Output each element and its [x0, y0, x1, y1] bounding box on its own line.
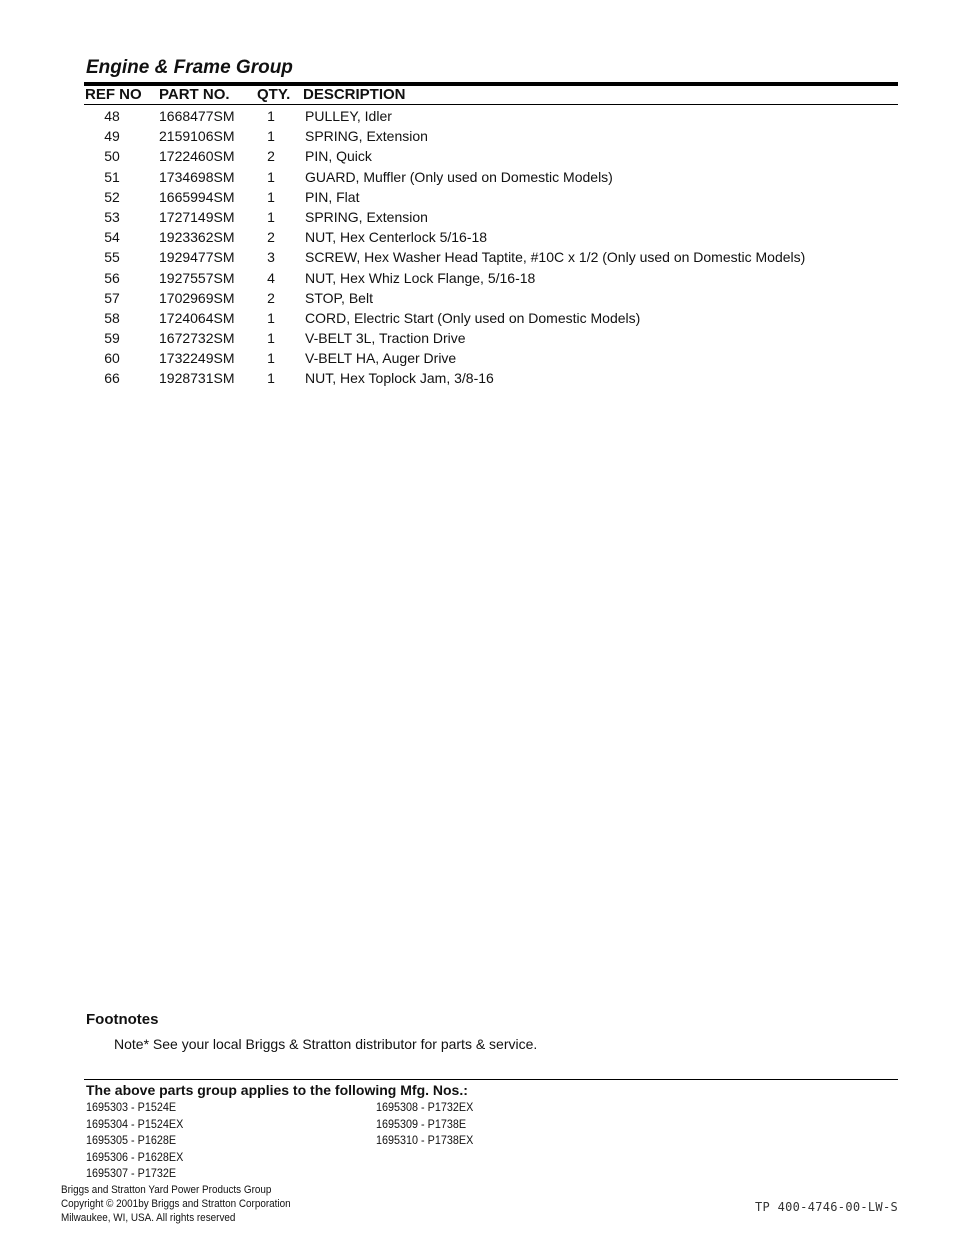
part-no-cell: 1928731SM: [159, 370, 235, 387]
table-row: [84, 308, 898, 328]
mfg-number: 1695306 - P1628EX: [86, 1149, 184, 1164]
qty-cell: 1: [267, 108, 275, 124]
header-qty: QTY.: [257, 86, 291, 103]
description-cell: PIN, Flat: [305, 188, 360, 205]
part-no-cell: 1927557SM: [159, 269, 235, 286]
description-cell: SPRING, Extension: [305, 128, 428, 145]
footnote-text: Note* See your local Briggs & Stratton distributor for parts & service.: [114, 1036, 538, 1052]
footnotes-heading: Footnotes: [86, 1011, 159, 1028]
qty-cell: 1: [267, 330, 275, 347]
mfg-divider: [84, 1079, 898, 1080]
part-no-cell: 1732249SM: [159, 350, 235, 367]
description-cell: SPRING, Extension: [305, 208, 428, 225]
company-line: Briggs and Stratton Yard Power Products Group: [61, 1184, 272, 1196]
qty-cell: 1: [267, 350, 275, 367]
part-no-cell: 1923362SM: [159, 229, 235, 246]
table-row: [84, 328, 898, 348]
ref-no-cell: 57: [104, 289, 120, 306]
mfg-number: 1695309 - P1738E: [376, 1116, 467, 1131]
header-ref-no: REF NO: [85, 86, 142, 103]
qty-cell: 2: [267, 289, 275, 306]
description-cell: V-BELT HA, Auger Drive: [305, 350, 457, 367]
qty-cell: 3: [267, 249, 275, 266]
description-cell: NUT, Hex Toplock Jam, 3/8-16: [305, 370, 494, 387]
ref-no-cell: 50: [104, 148, 120, 165]
description-cell: CORD, Electric Start (Only used on Domestic Models): [305, 309, 641, 326]
company-info: [61, 1183, 316, 1225]
table-row: [84, 167, 898, 187]
mfg-number: 1695305 - P1628E: [86, 1133, 177, 1147]
mfg-list-left: [86, 1099, 194, 1182]
mfg-number: 1695308 - P1732EX: [376, 1100, 474, 1114]
description-cell: SCREW, Hex Washer Head Taptite, #10C x 1/2 (Only used on Domestic Models): [305, 249, 806, 266]
mfg-heading: The above parts group applies to the following Mfg. Nos.:: [86, 1082, 468, 1098]
table-row: [84, 288, 898, 308]
qty-cell: 4: [267, 269, 275, 286]
ref-no-cell: 58: [104, 309, 120, 326]
mfg-number: 1695310 - P1738EX: [376, 1133, 474, 1147]
part-no-cell: 1929477SM: [159, 249, 235, 266]
qty-cell: 1: [267, 188, 275, 205]
ref-no-cell: 51: [104, 168, 120, 185]
qty-cell: 1: [267, 309, 275, 326]
page-title: Engine & Frame Group: [86, 57, 293, 78]
description-cell: GUARD, Muffler (Only used on Domestic Models): [305, 168, 613, 185]
ref-no-cell: 55: [104, 249, 120, 266]
table-row: [84, 207, 898, 227]
table-row: [84, 106, 898, 126]
table-row: [84, 126, 898, 146]
ref-no-cell: 53: [104, 208, 120, 225]
ref-no-cell: 49: [104, 128, 120, 145]
table-row: [84, 247, 898, 267]
part-no-cell: 1668477SM: [159, 108, 235, 124]
parts-table: [84, 106, 898, 389]
ref-no-cell: 60: [104, 350, 120, 367]
qty-cell: 1: [267, 168, 275, 185]
table-row: [84, 268, 898, 288]
ref-no-cell: 48: [104, 108, 120, 124]
mfg-list-right: [376, 1099, 484, 1149]
description-cell: NUT, Hex Centerlock 5/16-18: [305, 229, 488, 246]
header-description: DESCRIPTION: [303, 86, 406, 103]
description-cell: PIN, Quick: [305, 148, 372, 165]
table-row: [84, 187, 898, 207]
ref-no-cell: 54: [104, 229, 120, 246]
qty-cell: 1: [267, 370, 275, 387]
table-row: [84, 348, 898, 368]
qty-cell: 2: [267, 229, 275, 246]
ref-no-cell: 59: [104, 330, 120, 347]
table-row: [84, 146, 898, 166]
description-cell: PULLEY, Idler: [305, 108, 392, 124]
ref-no-cell: 52: [104, 188, 120, 205]
document-code: TP 400-4746-00-LW-S: [755, 1200, 898, 1214]
ref-no-cell: 66: [104, 370, 120, 387]
part-no-cell: 1727149SM: [159, 208, 235, 225]
qty-cell: 1: [267, 128, 275, 145]
part-no-cell: 1722460SM: [159, 148, 235, 165]
description-cell: NUT, Hex Whiz Lock Flange, 5/16-18: [305, 269, 536, 286]
ref-no-cell: 56: [104, 269, 120, 286]
qty-cell: 2: [267, 148, 275, 165]
header-part-no: PART NO.: [159, 86, 230, 103]
company-line: Copyright © 2001by Briggs and Stratton Corporation: [61, 1198, 291, 1210]
part-no-cell: 2159106SM: [159, 128, 235, 145]
part-no-cell: 1672732SM: [159, 330, 235, 347]
part-no-cell: 1665994SM: [159, 188, 235, 205]
table-row: [84, 227, 898, 247]
table-row: [84, 368, 898, 388]
part-no-cell: 1702969SM: [159, 289, 235, 306]
description-cell: V-BELT 3L, Traction Drive: [305, 330, 466, 347]
company-line: Milwaukee, WI, USA. All rights reserved: [61, 1212, 236, 1224]
part-no-cell: 1724064SM: [159, 309, 235, 326]
description-cell: STOP, Belt: [305, 289, 373, 306]
mfg-number: 1695304 - P1524EX: [86, 1116, 184, 1131]
part-no-cell: 1734698SM: [159, 168, 235, 185]
mfg-number: 1695303 - P1524E: [86, 1100, 177, 1114]
table-header: [84, 86, 898, 105]
qty-cell: 1: [267, 208, 275, 225]
mfg-number: 1695307 - P1732E: [86, 1166, 177, 1180]
